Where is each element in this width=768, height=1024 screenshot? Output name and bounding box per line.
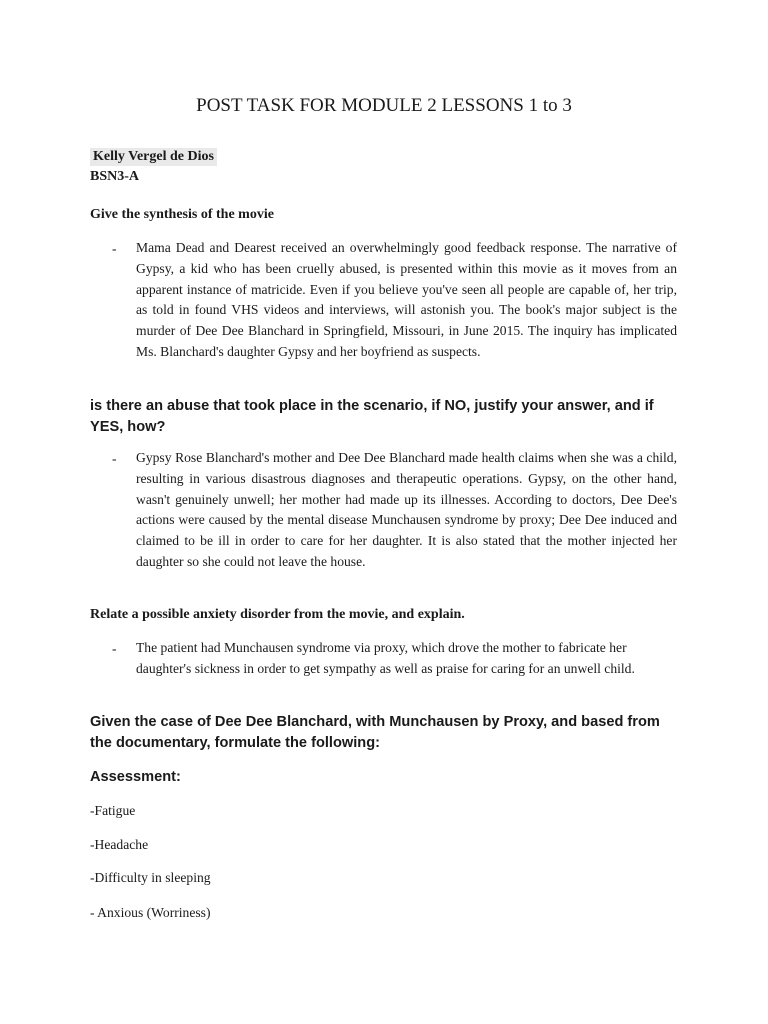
assessment-item: -Fatigue (90, 803, 136, 818)
document-title: POST TASK FOR MODULE 2 LESSONS 1 to 3 (196, 95, 572, 116)
question-3-heading: Relate a possible anxiety disorder from the movie, and explain. (90, 607, 465, 622)
question-1-bullet: - (112, 241, 117, 256)
assessment-item: -Difficulty in sleeping (90, 870, 211, 885)
question-2-answer: Gypsy Rose Blanchard's mother and Dee Dee Blanchard made health claims when she was a child, resulting in various disastrous diagnoses and therapeutic operations. Gypsy, on the other hand, wasn't genuinely unwell; her mother had made up its illnesses. According to doctors, Dee Dee's actions were caused by the mental disease Munchausen syndrome by proxy; Dee Dee induced and claimed to be ill in order to care for her daughter. It is also stated that the mother injected her daughter so she could not leave the house. (136, 450, 677, 569)
question-1-answer: Mama Dead and Dearest received an overwhelmingly good feedback response. The narrative of Gypsy, a kid who has been cruelly abused, is presented within this movie as it moves from an apparent instance of matricide. Even if you believe you've seen all people are capable of, her trip, as told in found VHS videos and interviews, will astonish you. The book's major subject is the murder of Dee Dee Blanchard in Springfield, Missouri, in June 2015. The inquiry has implicated Ms. Blanchard's daughter Gypsy and her boyfriend as suspects. (136, 240, 677, 359)
question-2-bullet: - (112, 451, 117, 466)
case-prompt-heading: Given the case of Dee Dee Blanchard, with Munchausen by Proxy, and based from the documentary, formulate the following: (90, 714, 660, 751)
question-3-bullet: - (112, 641, 117, 656)
assessment-item: - Anxious (Worriness) (90, 905, 211, 920)
question-3-answer: The patient had Munchausen syndrome via proxy, which drove the mother to fabricate her daughter's sickness in order to get sympathy as well as praise for caring for an unwell child. (136, 640, 635, 676)
question-1-heading: Give the synthesis of the movie (90, 207, 274, 222)
class-section: BSN3-A (90, 169, 140, 184)
question-2-heading: is there an abuse that took place in the scenario, if NO, justify your answer, and if YES, how? (90, 398, 654, 435)
assessment-heading: Assessment: (90, 769, 181, 785)
assessment-item: -Headache (90, 837, 149, 852)
author-name: Kelly Vergel de Dios (90, 148, 217, 166)
